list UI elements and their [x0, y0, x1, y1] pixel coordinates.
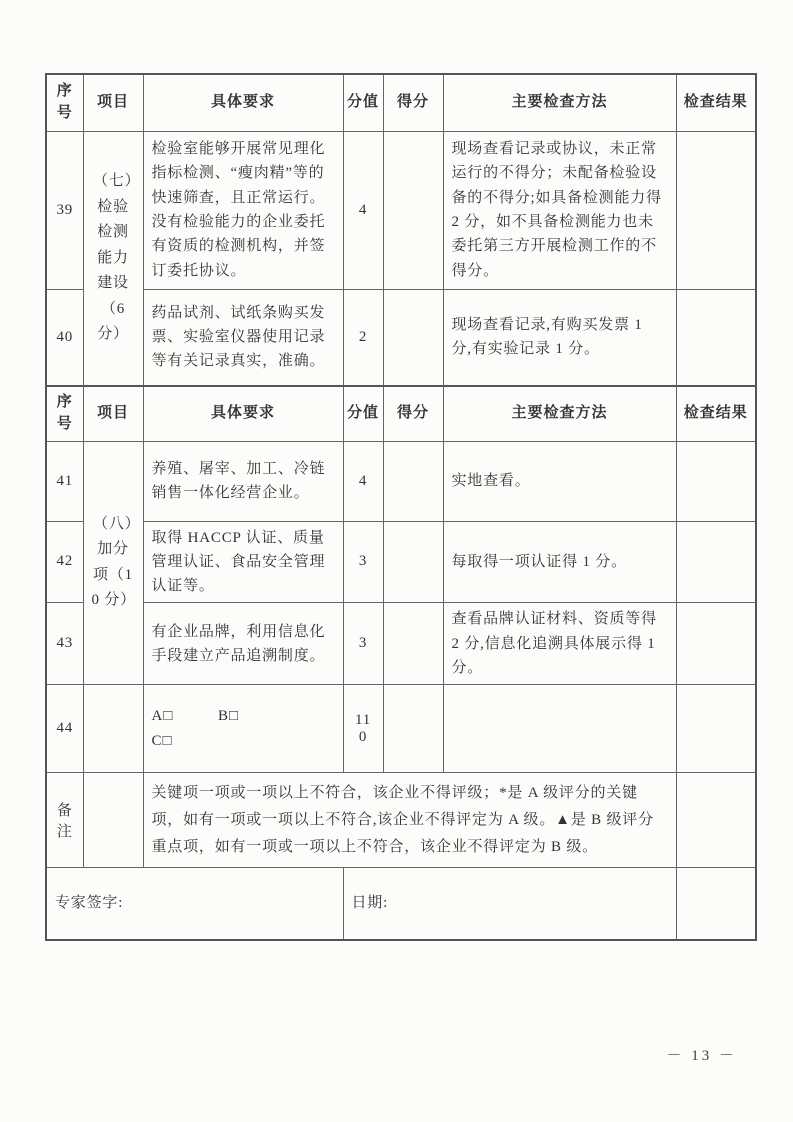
header-score-obtained: 得分 — [383, 74, 443, 131]
result-cell-39 — [676, 131, 756, 289]
header-item: 项目 — [83, 74, 143, 131]
table-row-41 — [46, 441, 756, 521]
seq-cell-39: 39 — [46, 131, 83, 289]
header-score-value: 分值 — [343, 74, 383, 131]
score-value-cell-40: 2 — [343, 289, 383, 386]
date-cell: 日期: — [343, 868, 676, 940]
grade-option-b-checkbox: B□ — [217, 708, 240, 725]
header-method: 主要检查方法 — [443, 74, 676, 131]
notes-row — [46, 773, 756, 868]
expert-signature-cell: 专家签字: — [46, 868, 343, 940]
grade-option-c-checkbox: C□ — [151, 732, 173, 749]
notes-item-cell — [83, 773, 143, 868]
seq-cell-42: 42 — [46, 521, 83, 603]
method-cell-42: 每取得一项认证得 1 分。 — [443, 521, 676, 603]
signature-result-cell — [676, 868, 756, 940]
seq-cell-44: 44 — [46, 685, 83, 773]
result-cell-41 — [676, 441, 756, 521]
assessment-table — [45, 73, 757, 941]
signature-row — [46, 868, 756, 940]
header-row-1 — [46, 74, 756, 131]
score-obtained-cell-39 — [383, 131, 443, 289]
header-row-2 — [46, 386, 756, 441]
score-obtained-cell-43 — [383, 603, 443, 685]
grade-option-a-checkbox: A□ — [151, 708, 174, 725]
table-row-39 — [46, 131, 756, 289]
header-requirement: 具体要求 — [143, 386, 343, 441]
result-cell-42 — [676, 521, 756, 603]
score-obtained-cell-41 — [383, 441, 443, 521]
method-cell-40: 现场查看记录,有购买发票 1 分,有实验记录 1 分。 — [443, 289, 676, 386]
requirement-cell-40: 药品试剂、试纸条购买发票、实验室仪器使用记录等有关记录真实，准确。 — [143, 289, 343, 386]
notes-result-cell — [676, 773, 756, 868]
seq-cell-41: 41 — [46, 441, 83, 521]
requirement-cell-39: 检验室能够开展常见理化指标检测、“瘦肉精”等的快速筛查，且正常运行。没有检验能力的企业委托有资质的检测机构，并签订委托协议。 — [143, 131, 343, 289]
score-value-cell-39: 4 — [343, 131, 383, 289]
result-cell-40 — [676, 289, 756, 386]
method-cell-41: 实地查看。 — [443, 441, 676, 521]
grade-options-cell — [143, 685, 343, 773]
header-result: 检查结果 — [676, 74, 756, 131]
score-value-cell-41: 4 — [343, 441, 383, 521]
score-value-cell-42: 3 — [343, 521, 383, 603]
requirement-cell-43: 有企业品牌，利用信息化手段建立产品追溯制度。 — [143, 603, 343, 685]
table-row-43 — [46, 603, 756, 685]
notes-label-cell: 备注 — [46, 773, 83, 868]
header-requirement: 具体要求 — [143, 74, 343, 131]
table-row-44 — [46, 685, 756, 773]
score-obtained-cell-40 — [383, 289, 443, 386]
item-cell-section-7: （七）检验检测能力建设（6分） — [83, 131, 143, 386]
score-value-cell-44: 110 — [343, 685, 383, 773]
result-cell-43 — [676, 603, 756, 685]
header-seq: 序号 — [46, 74, 83, 131]
header-seq: 序号 — [46, 386, 83, 441]
item-cell-section-8: （八）加分项（10 分） — [83, 441, 143, 685]
method-cell-43: 查看品牌认证材料、资质等得 2 分,信息化追溯具体展示得 1 分。 — [443, 603, 676, 685]
item-cell-44 — [83, 685, 143, 773]
result-cell-44 — [676, 685, 756, 773]
header-result: 检查结果 — [676, 386, 756, 441]
table-row-40 — [46, 289, 756, 386]
score-obtained-cell-42 — [383, 521, 443, 603]
header-score-value: 分值 — [343, 386, 383, 441]
requirement-cell-42: 取得 HACCP 认证、质量管理认证、食品安全管理认证等。 — [143, 521, 343, 603]
requirement-cell-41: 养殖、屠宰、加工、冷链销售一体化经营企业。 — [143, 441, 343, 521]
notes-text-cell: 关键项一项或一项以上不符合，该企业不得评级；*是 A 级评分的关键项，如有一项或一项以上不符合,该企业不得评定为 A 级。▲是 B 级评分重点项，如有一项或一项以上不符合，该企业不得评定为 B 级。 — [143, 773, 676, 868]
method-cell-39: 现场查看记录或协议，未正常运行的不得分；未配备检验设备的不得分;如具备检测能力得 2 分，如不具备检测能力也未委托第三方开展检测工作的不得分。 — [443, 131, 676, 289]
page-number: － 13 － — [666, 1048, 737, 1064]
header-score-obtained: 得分 — [383, 386, 443, 441]
seq-cell-43: 43 — [46, 603, 83, 685]
method-cell-44 — [443, 685, 676, 773]
seq-cell-40: 40 — [46, 289, 83, 386]
table-row-42 — [46, 521, 756, 603]
score-value-cell-43: 3 — [343, 603, 383, 685]
header-method: 主要检查方法 — [443, 386, 676, 441]
header-item: 项目 — [83, 386, 143, 441]
score-obtained-cell-44 — [383, 685, 443, 773]
